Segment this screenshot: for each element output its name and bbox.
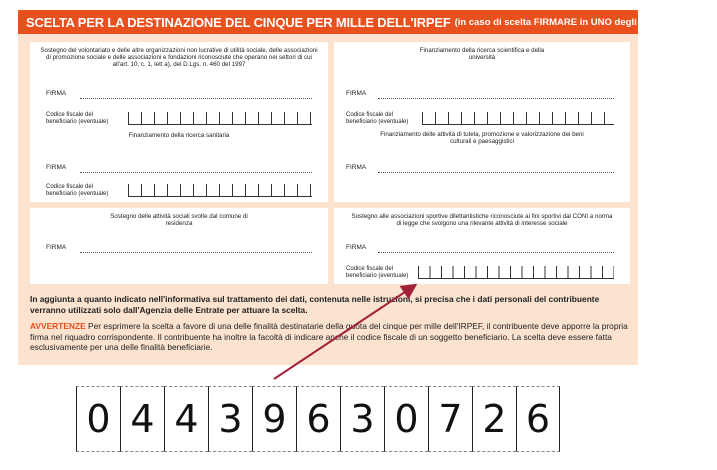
codice-fiscale-digits	[76, 386, 560, 452]
box-heading: Finanziamento della ricerca sanitaria	[128, 132, 230, 139]
codice-fiscale-label: Codice fiscale del beneficiario (eventuale)	[346, 112, 409, 125]
digit-cell: 9	[252, 386, 296, 452]
firma-label: FIRMA	[46, 90, 67, 97]
info-note: In aggiunta a quanto indicato nell'informativa sul trattamento dei dati, contenuta nelle istruzioni, si precisa che i dati personali del contribuente verranno utilizzati solo dall'Agenzia delle Entrate per attuare la scelta.	[30, 294, 600, 315]
form-title: SCELTA PER LA DESTINAZIONE DEL CINQUE PER MILLE DELL'IRPEF	[26, 14, 451, 30]
box-heading: Finanziamento delle attività di tutela, promozione e valorizzazione dei beni culturali e paesaggistici	[380, 131, 584, 146]
firma-label: FIRMA	[346, 244, 367, 251]
box-heading: Finanziamento della ricerca scientifica e della università	[419, 47, 545, 62]
firma-label: FIRMA	[346, 164, 367, 171]
firma-label: FIRMA	[46, 244, 67, 251]
digit-cell: 0	[76, 386, 120, 452]
digit-cell: 6	[516, 386, 560, 452]
firma-label: FIRMA	[346, 90, 367, 97]
avvertenze-title: AVVERTENZE	[30, 321, 86, 331]
avvertenze-text: Per esprimere la scelta a favore di una delle finalità destinatarie della quota del cinque per mille dell'IRPEF, il contribuente deve apporre la propria firma nel riquadro corrispondente. Il contribuente ha inoltre la facoltà di indicare anche il codice fiscale di un soggetto beneficiario. La scelta deve essere fatta esclusivamente per una delle finalità beneficiarie.	[30, 321, 628, 352]
digit-cell: 3	[208, 386, 252, 452]
codice-fiscale-label: Codice fiscale del beneficiario (eventuale)	[346, 266, 409, 279]
digit-cell: 4	[120, 386, 164, 452]
codice-fiscale-label: Codice fiscale del beneficiario (eventuale)	[46, 112, 109, 125]
firma-label: FIRMA	[46, 164, 67, 171]
digit-cell: 7	[428, 386, 472, 452]
box-heading: Sostegno del volontariato e delle altre organizzazioni non lucrative di utilità sociale, delle associazioni di promozione sociale e delle associazioni e fondazioni riconosciute che operano nei settori di cui all'art. 10, c. 1, lett a), del D.Lgs. n. 460 del 1997	[40, 47, 318, 69]
digit-cell: 0	[384, 386, 428, 452]
digit-cell: 2	[472, 386, 516, 452]
box-heading: Sostegno delle attività sociali svolte dal comune di residenza	[110, 213, 248, 228]
digit-cell: 4	[164, 386, 208, 452]
digit-cell: 6	[296, 386, 340, 452]
form-title-note: (in caso di scelta FIRMARE in UNO degli spazi sottostanti)	[454, 16, 717, 28]
codice-fiscale-label: Codice fiscale del beneficiario (eventuale)	[46, 184, 109, 197]
digit-cell: 3	[340, 386, 384, 452]
box-heading: Sostegno alle associazioni sportive dilettantistiche riconosciute ai fini sportivi dal CONI a norma di legge che svolgono una rilevante attività di interesse sociale	[351, 213, 613, 228]
